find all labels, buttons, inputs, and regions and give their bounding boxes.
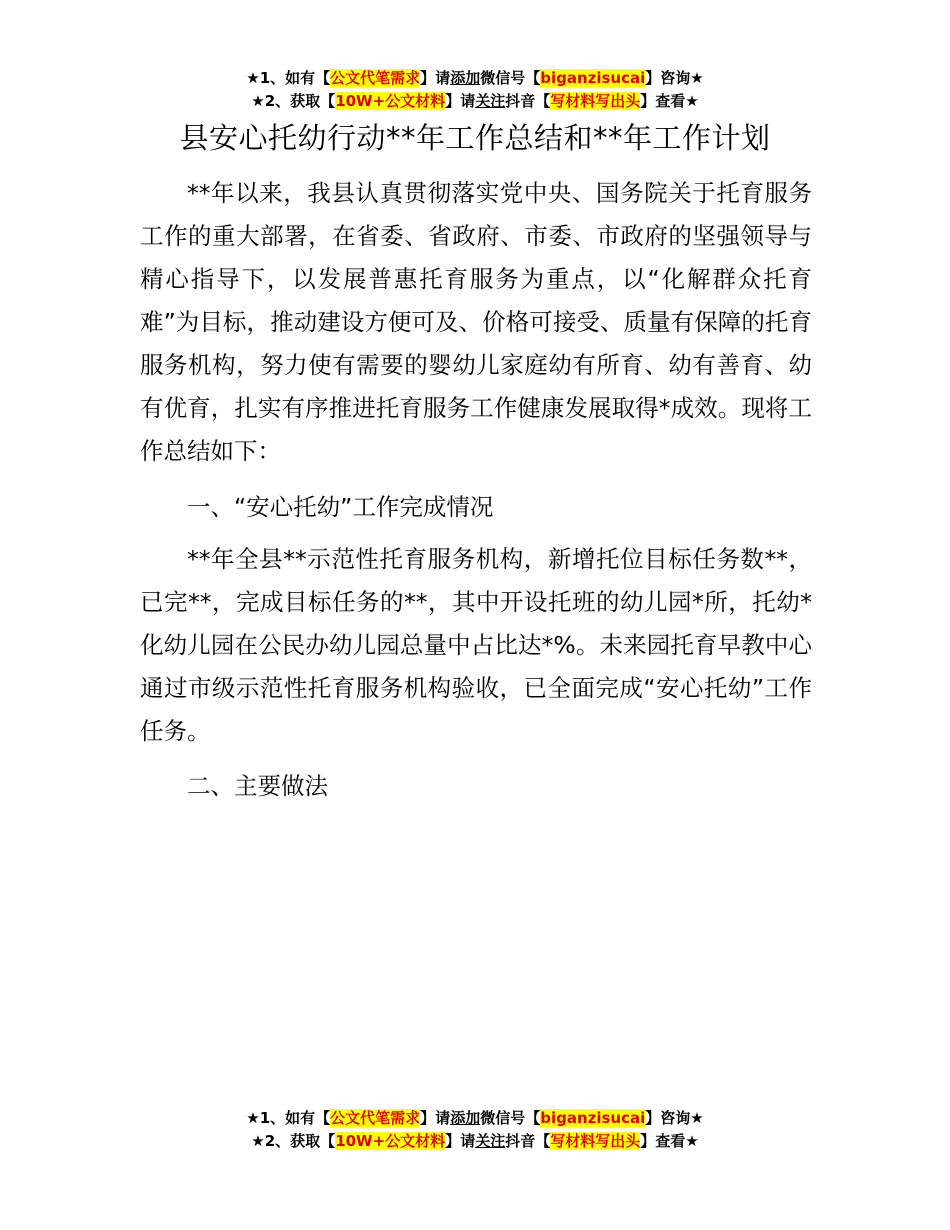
paragraph-intro [140,172,812,473]
banner-text: 】咨询★ [645,1109,704,1127]
highlight-materials: 10W+公文材料 [335,92,446,110]
banner-text: 抖音【 [505,92,551,110]
paragraph-text: **年以来，我县认真贯彻落实党中央、国务院关于托育服务工作的重大部署，在省委、省政府、市委、市政府的坚强领导与精心指导下，以发展普惠托育服务为重点，以“化解群众托育难”为目标，推动建设方便可及、价格可接受、质量有保障的托育服务机构，努力使有需要的婴幼儿家庭幼有所育、幼有善育、幼有优育，扎实有序推进托育服务工作健康发展取得*成效。现将工作总结如下： [140,179,812,465]
underlined-text: 关注 [475,1132,506,1150]
highlight-wechat-id: biganzisucai [540,1109,646,1127]
underlined-text: 关注 [475,92,506,110]
banner-line-2 [0,1130,950,1153]
footer-banner [0,1107,950,1153]
banner-text: 抖音【 [505,1132,551,1150]
banner-line-2 [0,90,950,113]
highlight-service: 公文代笔需求 [330,1109,421,1127]
section-heading-2 [140,765,812,808]
banner-text: 】查看★ [640,92,699,110]
banner-text: 】咨询★ [645,69,704,87]
highlight-service: 公文代笔需求 [330,69,421,87]
banner-text: ★1、如有【 [246,1109,331,1127]
underlined-text: 添加 [450,1109,481,1127]
banner-text: ★2、获取【 [251,1132,336,1150]
banner-text: 】请 [445,1132,476,1150]
banner-line-1 [0,1107,950,1130]
highlight-materials: 10W+公文材料 [335,1132,446,1150]
heading-text: 二、主要做法 [187,772,328,800]
banner-text: 】查看★ [640,1132,699,1150]
paragraph-completion [140,538,812,753]
banner-text: 】请 [445,92,476,110]
highlight-douyin-id: 写材料写出头 [550,92,641,110]
paragraph-text: **年全县**示范性托育服务机构，新增托位目标任务数**，已完**，完成目标任务的**，其中开设托班的幼儿园*所，托幼*化幼儿园在公民办幼儿园总量中占比达*%。未来园托育早教中心通过市级示范性托育服务机构验收，已全面完成“安心托幼”工作任务。 [140,545,812,745]
header-banner [0,67,950,113]
banner-text: 】请 [420,69,451,87]
banner-text: 微信号【 [480,69,541,87]
highlight-wechat-id: biganzisucai [540,69,646,87]
underlined-text: 添加 [450,69,481,87]
banner-text: 】请 [420,1109,451,1127]
highlight-douyin-id: 写材料写出头 [550,1132,641,1150]
section-heading-1 [140,486,812,529]
document-title: 县安心托幼行动**年工作总结和**年工作计划 [179,121,771,155]
heading-text: 一、“安心托幼”工作完成情况 [187,493,494,521]
banner-text: ★2、获取【 [251,92,336,110]
banner-line-1 [0,67,950,90]
banner-text: ★1、如有【 [246,69,331,87]
banner-text: 微信号【 [480,1109,541,1127]
